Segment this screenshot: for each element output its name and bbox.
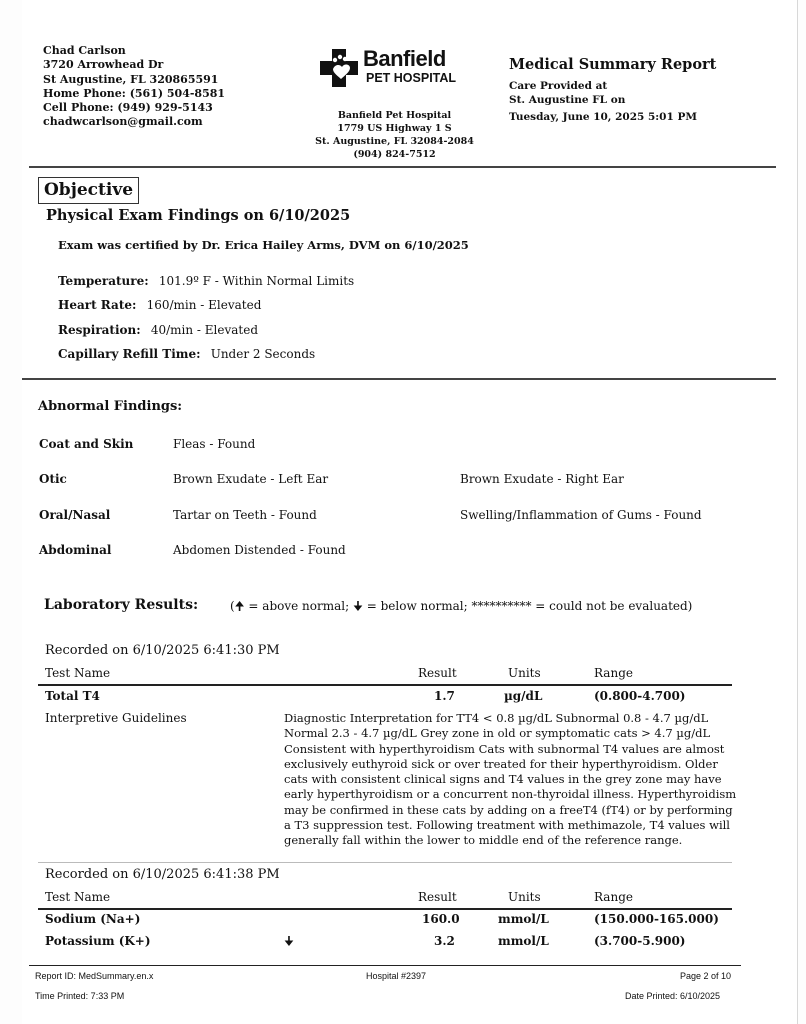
- abnormal-label-oral: Oral/Nasal: [39, 508, 111, 522]
- guideline-text: Diagnostic Interpretation for TT4 < 0.8 µg/dL Subnormal 0.8 - 4.7 µg/dL Normal 2.3 - 4.7 µg/dL Grey zone in old or symptomatic cats > 4.7 µg/dL Consistent with hyperthyroidism Cats with subnormal T4 values are almost exclusively euthyroid sick or over treated for their hyperthyroidism. Older cats with consistent clinical signs and T4 values in the grey zone may have early hyperthyroidism or a concurrent non-thyroidal illness. Hyperthyroidism may be confirmed in these cats by adding on a freeT4 (fT4) or by performing a T3 suppression test. Following treatment with methimazole, T4 values will generally fall within the lower to middle end of the reference range.: [284, 711, 737, 848]
- objective-label: Objective: [38, 177, 139, 204]
- abnormal-value: Abdomen Distended - Found: [173, 543, 346, 557]
- footer-divider: [29, 965, 741, 966]
- banfield-logo: [318, 46, 468, 90]
- below-normal-arrow-icon: 🠋: [284, 934, 294, 948]
- vital-value: 160/min - Elevated: [146, 298, 262, 312]
- footer-report-id: Report ID: MedSummary.en.x: [35, 971, 154, 981]
- col-range: Range: [594, 890, 633, 904]
- hospital-name: Banfield Pet Hospital: [337, 110, 452, 121]
- recorded-timestamp: Recorded on 6/10/2025 6:41:30 PM: [45, 643, 280, 658]
- footer-page-number: Page 2 of 10: [680, 971, 732, 981]
- test-result: 3.2: [434, 934, 455, 948]
- vital-heart-rate: [58, 294, 261, 313]
- footer-time-printed: Time Printed: 7:33 PM: [35, 991, 125, 1001]
- lab-legend: (🠉 = above normal; 🠋 = below normal; ********** = could not be evaluated): [230, 599, 693, 613]
- owner-street: 3720 Arrowhead Dr: [43, 58, 164, 72]
- test-name: Sodium (Na+): [45, 912, 141, 926]
- owner-email: chadwcarlson@gmail.com: [43, 115, 203, 129]
- abnormal-label-abdominal: Abdominal: [39, 543, 112, 557]
- banfield-cross-icon: [318, 47, 360, 89]
- test-range: (150.000-165.000): [594, 912, 719, 926]
- vital-temperature: [58, 270, 354, 289]
- vital-label: Capillary Refill Time:: [58, 347, 201, 361]
- hospital-phone: (904) 824-7512: [353, 149, 436, 160]
- test-range: (3.700-5.900): [594, 934, 686, 948]
- recorded-timestamp: Recorded on 6/10/2025 6:41:38 PM: [45, 867, 280, 882]
- vital-value: Under 2 Seconds: [210, 347, 316, 361]
- vital-value: 40/min - Elevated: [150, 323, 259, 337]
- test-units: µg/dL: [504, 689, 543, 703]
- hospital-address-line2: St. Augustine, FL 32084-2084: [315, 136, 474, 147]
- col-result: Result: [418, 890, 457, 904]
- owner-name: Chad Carlson: [43, 44, 126, 57]
- col-test-name: Test Name: [45, 666, 111, 680]
- hospital-address: [312, 109, 477, 161]
- report-date: Tuesday, June 10, 2025 5:01 PM: [509, 111, 697, 123]
- footer-hospital-number: Hospital #2397: [366, 971, 427, 981]
- lab-table-rule: [38, 684, 732, 686]
- test-result: 1.7: [434, 689, 455, 703]
- test-units: mmol/L: [498, 934, 549, 948]
- vital-respiration: [58, 319, 258, 338]
- vital-label: Respiration:: [58, 323, 141, 337]
- col-units: Units: [508, 890, 541, 904]
- exam-heading: Physical Exam Findings on 6/10/2025: [46, 207, 351, 224]
- vital-label: Heart Rate:: [58, 298, 137, 312]
- test-result: 160.0: [422, 912, 460, 926]
- care-line-2: St. Augustine FL on: [509, 94, 626, 106]
- logo-word: Banfield: [363, 46, 446, 71]
- vital-capillary-refill: [58, 343, 315, 362]
- test-range: (0.800-4.700): [594, 689, 686, 703]
- report-title: Medical Summary Report: [509, 56, 717, 73]
- logo-subtitle: PET HOSPITAL: [366, 71, 457, 85]
- owner-home-phone: Home Phone: (561) 504-8581: [43, 86, 226, 100]
- report-page: [22, 0, 798, 1024]
- col-units: Units: [508, 666, 541, 680]
- vital-value: 101.9º F - Within Normal Limits: [158, 274, 355, 288]
- abnormal-value: Tartar on Teeth - Found: [173, 508, 317, 522]
- abnormal-value: Brown Exudate - Right Ear: [460, 472, 624, 486]
- lab-table-rule: [38, 908, 732, 910]
- section-divider: [38, 862, 732, 863]
- owner-info: [43, 44, 225, 130]
- report-header: [509, 56, 716, 124]
- abnormal-heading: Abnormal Findings:: [38, 399, 183, 414]
- abnormal-value: Swelling/Inflammation of Gums - Found: [460, 508, 702, 522]
- guideline-label: Interpretive Guidelines: [45, 711, 187, 725]
- objective-divider: [22, 378, 776, 380]
- col-test-name: Test Name: [45, 890, 111, 904]
- test-name: Total T4: [45, 689, 100, 703]
- hospital-address-line1: 1779 US Highway 1 S: [337, 123, 452, 134]
- vital-label: Temperature:: [58, 274, 149, 288]
- col-result: Result: [418, 666, 457, 680]
- abnormal-label-coat: Coat and Skin: [39, 437, 134, 451]
- exam-certified: Exam was certified by Dr. Erica Hailey Arms, DVM on 6/10/2025: [58, 238, 469, 252]
- header-divider: [29, 166, 776, 168]
- owner-city: St Augustine, FL 320865591: [43, 72, 219, 86]
- abnormal-value: Brown Exudate - Left Ear: [173, 472, 329, 486]
- care-line-1: Care Provided at: [509, 80, 608, 92]
- abnormal-value: Fleas - Found: [173, 437, 256, 451]
- lab-heading: Laboratory Results:: [44, 597, 199, 613]
- abnormal-label-otic: Otic: [39, 472, 67, 486]
- col-range: Range: [594, 666, 633, 680]
- test-units: mmol/L: [498, 912, 549, 926]
- footer-date-printed: Date Printed: 6/10/2025: [625, 991, 721, 1001]
- owner-cell-phone: Cell Phone: (949) 929-5143: [43, 101, 213, 115]
- test-name: Potassium (K+): [45, 934, 151, 948]
